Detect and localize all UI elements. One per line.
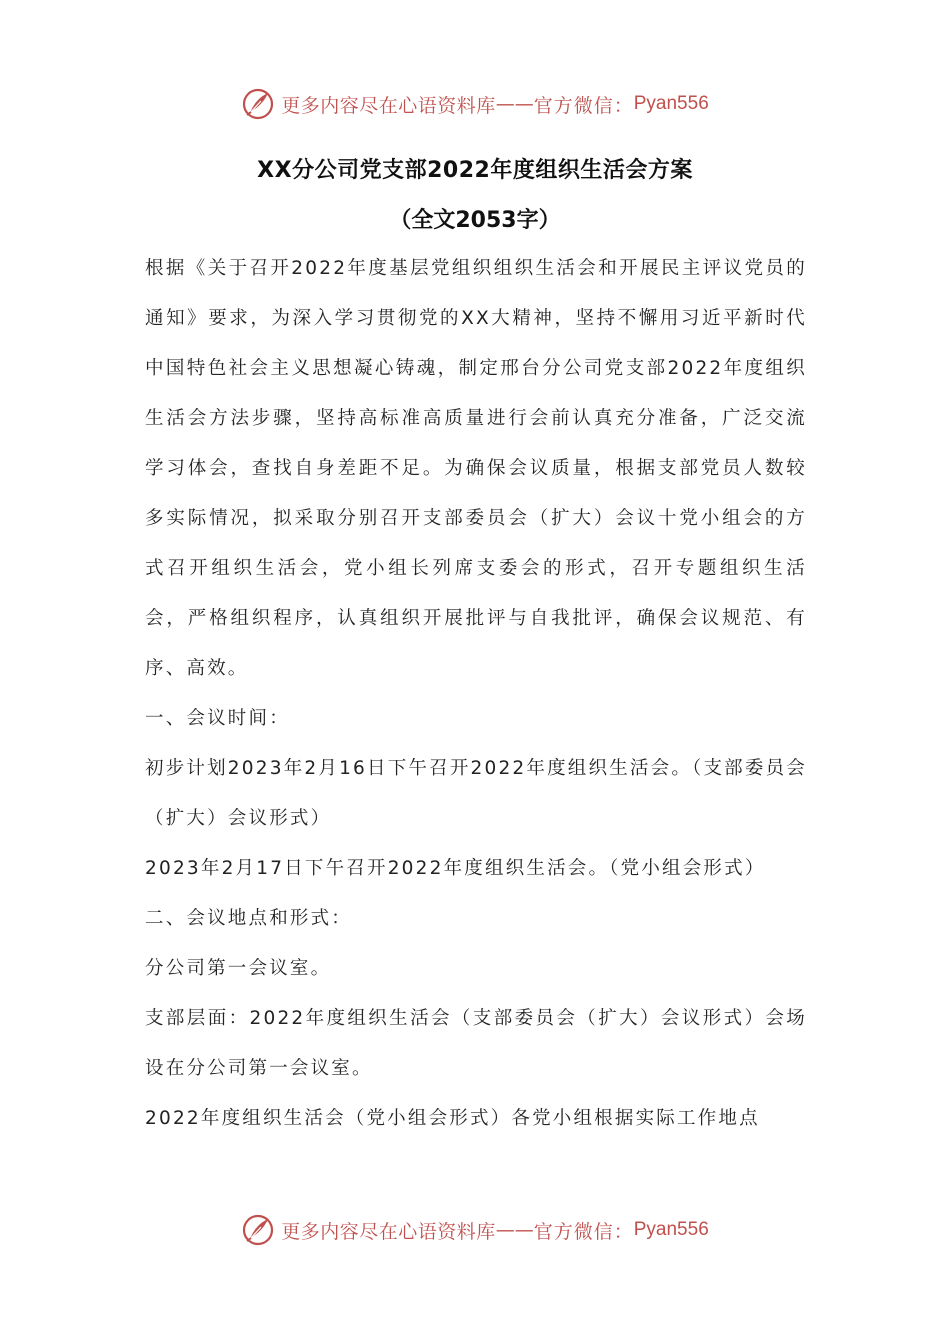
body-paragraph-branch-level: 支部层面：2022年度组织生活会（支部委员会（扩大）会议形式）会场设在分公司第一会议室。 bbox=[145, 1008, 807, 1079]
body-paragraph-location: 分公司第一会议室。 bbox=[145, 958, 332, 979]
body-paragraph-group-level: 2022年度组织生活会（党小组会形式）各党小组根据实际工作地点 bbox=[145, 1108, 760, 1129]
watermark-brand-text: 更多内容尽在心语资料库 bbox=[281, 1220, 496, 1243]
body-paragraph-intro: 根据《关于召开2022年度基层党组织组织生活会和开展民主评议党员的通知》要求，为深入学习贯彻党的XX大精神，坚持不懈用习近平新时代中国特色社会主义思想凝心铸魂，制定邢台分公司党支部2022年度组织生活会方法步骤，坚持高标准高质量进行会前认真充分准备，广泛交流学习体会，查找自身差距不足。为确保会议质量，根据支部党员人数较多实际情况，拟采取分别召开支部委员会（扩大）会议十党小组会的方式召开组织生活会，党小组长列席支委会的形式，召开专题组织生活会，严格组织程序，认真组织开展批评与自我批评，确保会议规范、有序、高效。 bbox=[145, 258, 807, 679]
footer-watermark bbox=[0, 1210, 950, 1250]
watermark-contact-id: Pyan556 bbox=[633, 93, 709, 114]
section-heading-meeting-time: 一、会议时间： bbox=[145, 708, 290, 729]
watermark-dash: —— bbox=[495, 93, 534, 115]
watermark-contact-id: Pyan556 bbox=[633, 1219, 709, 1240]
document-subtitle: （全文2053字） bbox=[389, 208, 561, 233]
document-title: XX分公司党支部2022年度组织生活会方案 bbox=[257, 158, 693, 183]
document-body bbox=[145, 244, 807, 1144]
watermark-brand-text: 更多内容尽在心语资料库 bbox=[281, 94, 496, 117]
watermark-contact-label: 官方微信： bbox=[533, 94, 634, 117]
body-paragraph-time-plan-1: 初步计划2023年2月16日下午召开2022年度组织生活会。（支部委员会（扩大）会议形式） bbox=[145, 758, 807, 829]
quill-pen-logo-icon bbox=[241, 87, 275, 121]
watermark-contact-label: 官方微信： bbox=[533, 1220, 634, 1243]
body-paragraph-time-plan-2: 2023年2月17日下午召开2022年度组织生活会。（党小组会形式） bbox=[145, 858, 766, 879]
header-watermark bbox=[0, 84, 950, 124]
watermark-dash: —— bbox=[495, 1219, 534, 1241]
quill-pen-logo-icon bbox=[241, 1213, 275, 1247]
section-heading-meeting-location: 二、会议地点和形式： bbox=[145, 908, 353, 929]
